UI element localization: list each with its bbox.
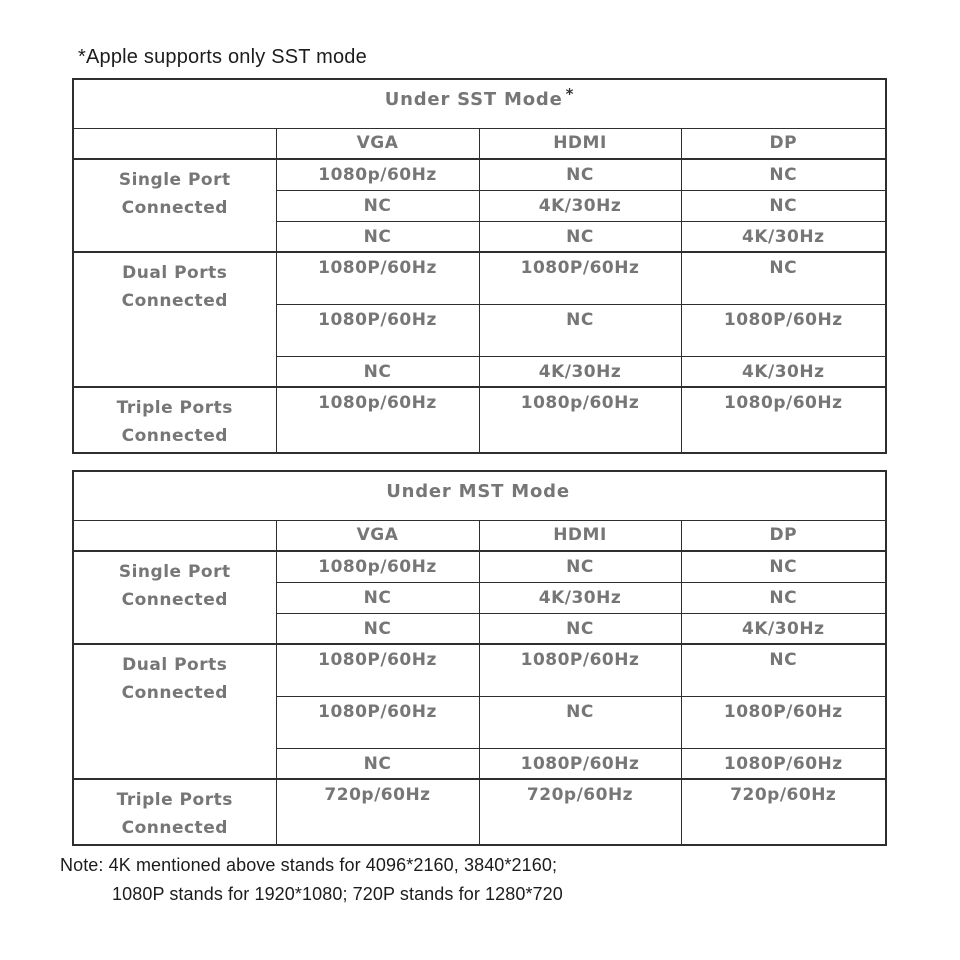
group-label-line1: Dual Ports <box>122 655 228 675</box>
corner-cell <box>73 520 276 551</box>
group-label-dual-ports <box>73 252 276 387</box>
title-asterisk: * <box>565 85 575 103</box>
table-cell: 1080P/60Hz <box>681 696 886 748</box>
table-cell: 720p/60Hz <box>681 779 886 845</box>
table-cell: 1080p/60Hz <box>276 159 479 190</box>
table-cell: 1080P/60Hz <box>681 748 886 779</box>
group-label-line2: Connected <box>121 818 228 838</box>
group-label-line2: Connected <box>121 291 228 311</box>
table-cell: NC <box>479 613 681 644</box>
group-label-line2: Connected <box>121 426 228 446</box>
table-cell: 1080P/60Hz <box>479 644 681 696</box>
resolution-note-line1: Note: 4K mentioned above stands for 4096*2160, 3840*2160; <box>60 855 558 875</box>
group-label-triple-ports <box>73 779 276 845</box>
group-label-triple-ports <box>73 387 276 453</box>
table-title-text: Under SST Mode <box>384 89 563 110</box>
apple-sst-note: *Apple supports only SST mode <box>78 46 367 68</box>
table-cell: 720p/60Hz <box>479 779 681 845</box>
group-label-line1: Triple Ports <box>116 398 233 418</box>
group-label-line1: Dual Ports <box>122 263 228 283</box>
table-cell: 1080P/60Hz <box>276 252 479 304</box>
table-cell: NC <box>681 551 886 582</box>
group-label-line1: Triple Ports <box>116 790 233 810</box>
resolution-note-line2: 1080P stands for 1920*1080; 720P stands for 1280*720 <box>112 884 563 904</box>
table-title-row <box>73 471 886 520</box>
table-cell: 1080p/60Hz <box>479 387 681 453</box>
table-cell: 1080P/60Hz <box>479 252 681 304</box>
table-cell: 4K/30Hz <box>681 221 886 252</box>
table-row <box>73 551 886 582</box>
table-cell: 4K/30Hz <box>681 613 886 644</box>
mst-mode-table <box>72 470 887 846</box>
group-label-line2: Connected <box>121 590 228 610</box>
table-cell: NC <box>479 159 681 190</box>
group-label-single-port <box>73 551 276 644</box>
table-title <box>73 471 886 520</box>
table-title <box>73 79 886 128</box>
corner-cell <box>73 128 276 159</box>
table-title-row <box>73 79 886 128</box>
group-label-single-port <box>73 159 276 252</box>
column-header-row <box>73 128 886 159</box>
column-header-vga: VGA <box>276 520 479 551</box>
table-cell: 1080p/60Hz <box>276 551 479 582</box>
table-cell: 1080P/60Hz <box>276 696 479 748</box>
column-header-hdmi: HDMI <box>479 128 681 159</box>
resolution-note <box>60 851 563 909</box>
table-cell: NC <box>681 252 886 304</box>
table-cell: 4K/30Hz <box>479 582 681 613</box>
table-cell: NC <box>276 221 479 252</box>
column-header-dp: DP <box>681 128 886 159</box>
group-label-line2: Connected <box>121 683 228 703</box>
table-row <box>73 779 886 845</box>
table-cell: NC <box>479 221 681 252</box>
table-cell: NC <box>479 551 681 582</box>
table-cell: NC <box>479 304 681 356</box>
sst-mode-table <box>72 78 887 454</box>
table-title-text: Under MST Mode <box>386 481 570 502</box>
group-label-line1: Single Port <box>118 562 231 582</box>
table-row <box>73 387 886 453</box>
table-cell: NC <box>681 190 886 221</box>
column-header-hdmi: HDMI <box>479 520 681 551</box>
table-cell: NC <box>276 356 479 387</box>
table-cell: 1080p/60Hz <box>681 387 886 453</box>
table-cell: 720p/60Hz <box>276 779 479 845</box>
table-cell: NC <box>681 159 886 190</box>
title-asterisk <box>570 477 573 495</box>
table-row <box>73 252 886 304</box>
column-header-row <box>73 520 886 551</box>
table-row <box>73 159 886 190</box>
table-row <box>73 644 886 696</box>
group-label-line2: Connected <box>121 198 228 218</box>
table-cell: NC <box>276 748 479 779</box>
group-label-dual-ports <box>73 644 276 779</box>
table-cell: NC <box>276 190 479 221</box>
table-cell: 4K/30Hz <box>681 356 886 387</box>
table-cell: 1080P/60Hz <box>276 304 479 356</box>
table-cell: 1080P/60Hz <box>276 644 479 696</box>
table-cell: 1080P/60Hz <box>479 748 681 779</box>
table-cell: NC <box>681 582 886 613</box>
table-cell: 1080p/60Hz <box>276 387 479 453</box>
table-cell: NC <box>276 613 479 644</box>
table-cell: 1080P/60Hz <box>681 304 886 356</box>
table-cell: NC <box>479 696 681 748</box>
group-label-line1: Single Port <box>118 170 231 190</box>
table-cell: NC <box>681 644 886 696</box>
column-header-vga: VGA <box>276 128 479 159</box>
table-cell: NC <box>276 582 479 613</box>
table-cell: 4K/30Hz <box>479 356 681 387</box>
table-cell: 4K/30Hz <box>479 190 681 221</box>
column-header-dp: DP <box>681 520 886 551</box>
